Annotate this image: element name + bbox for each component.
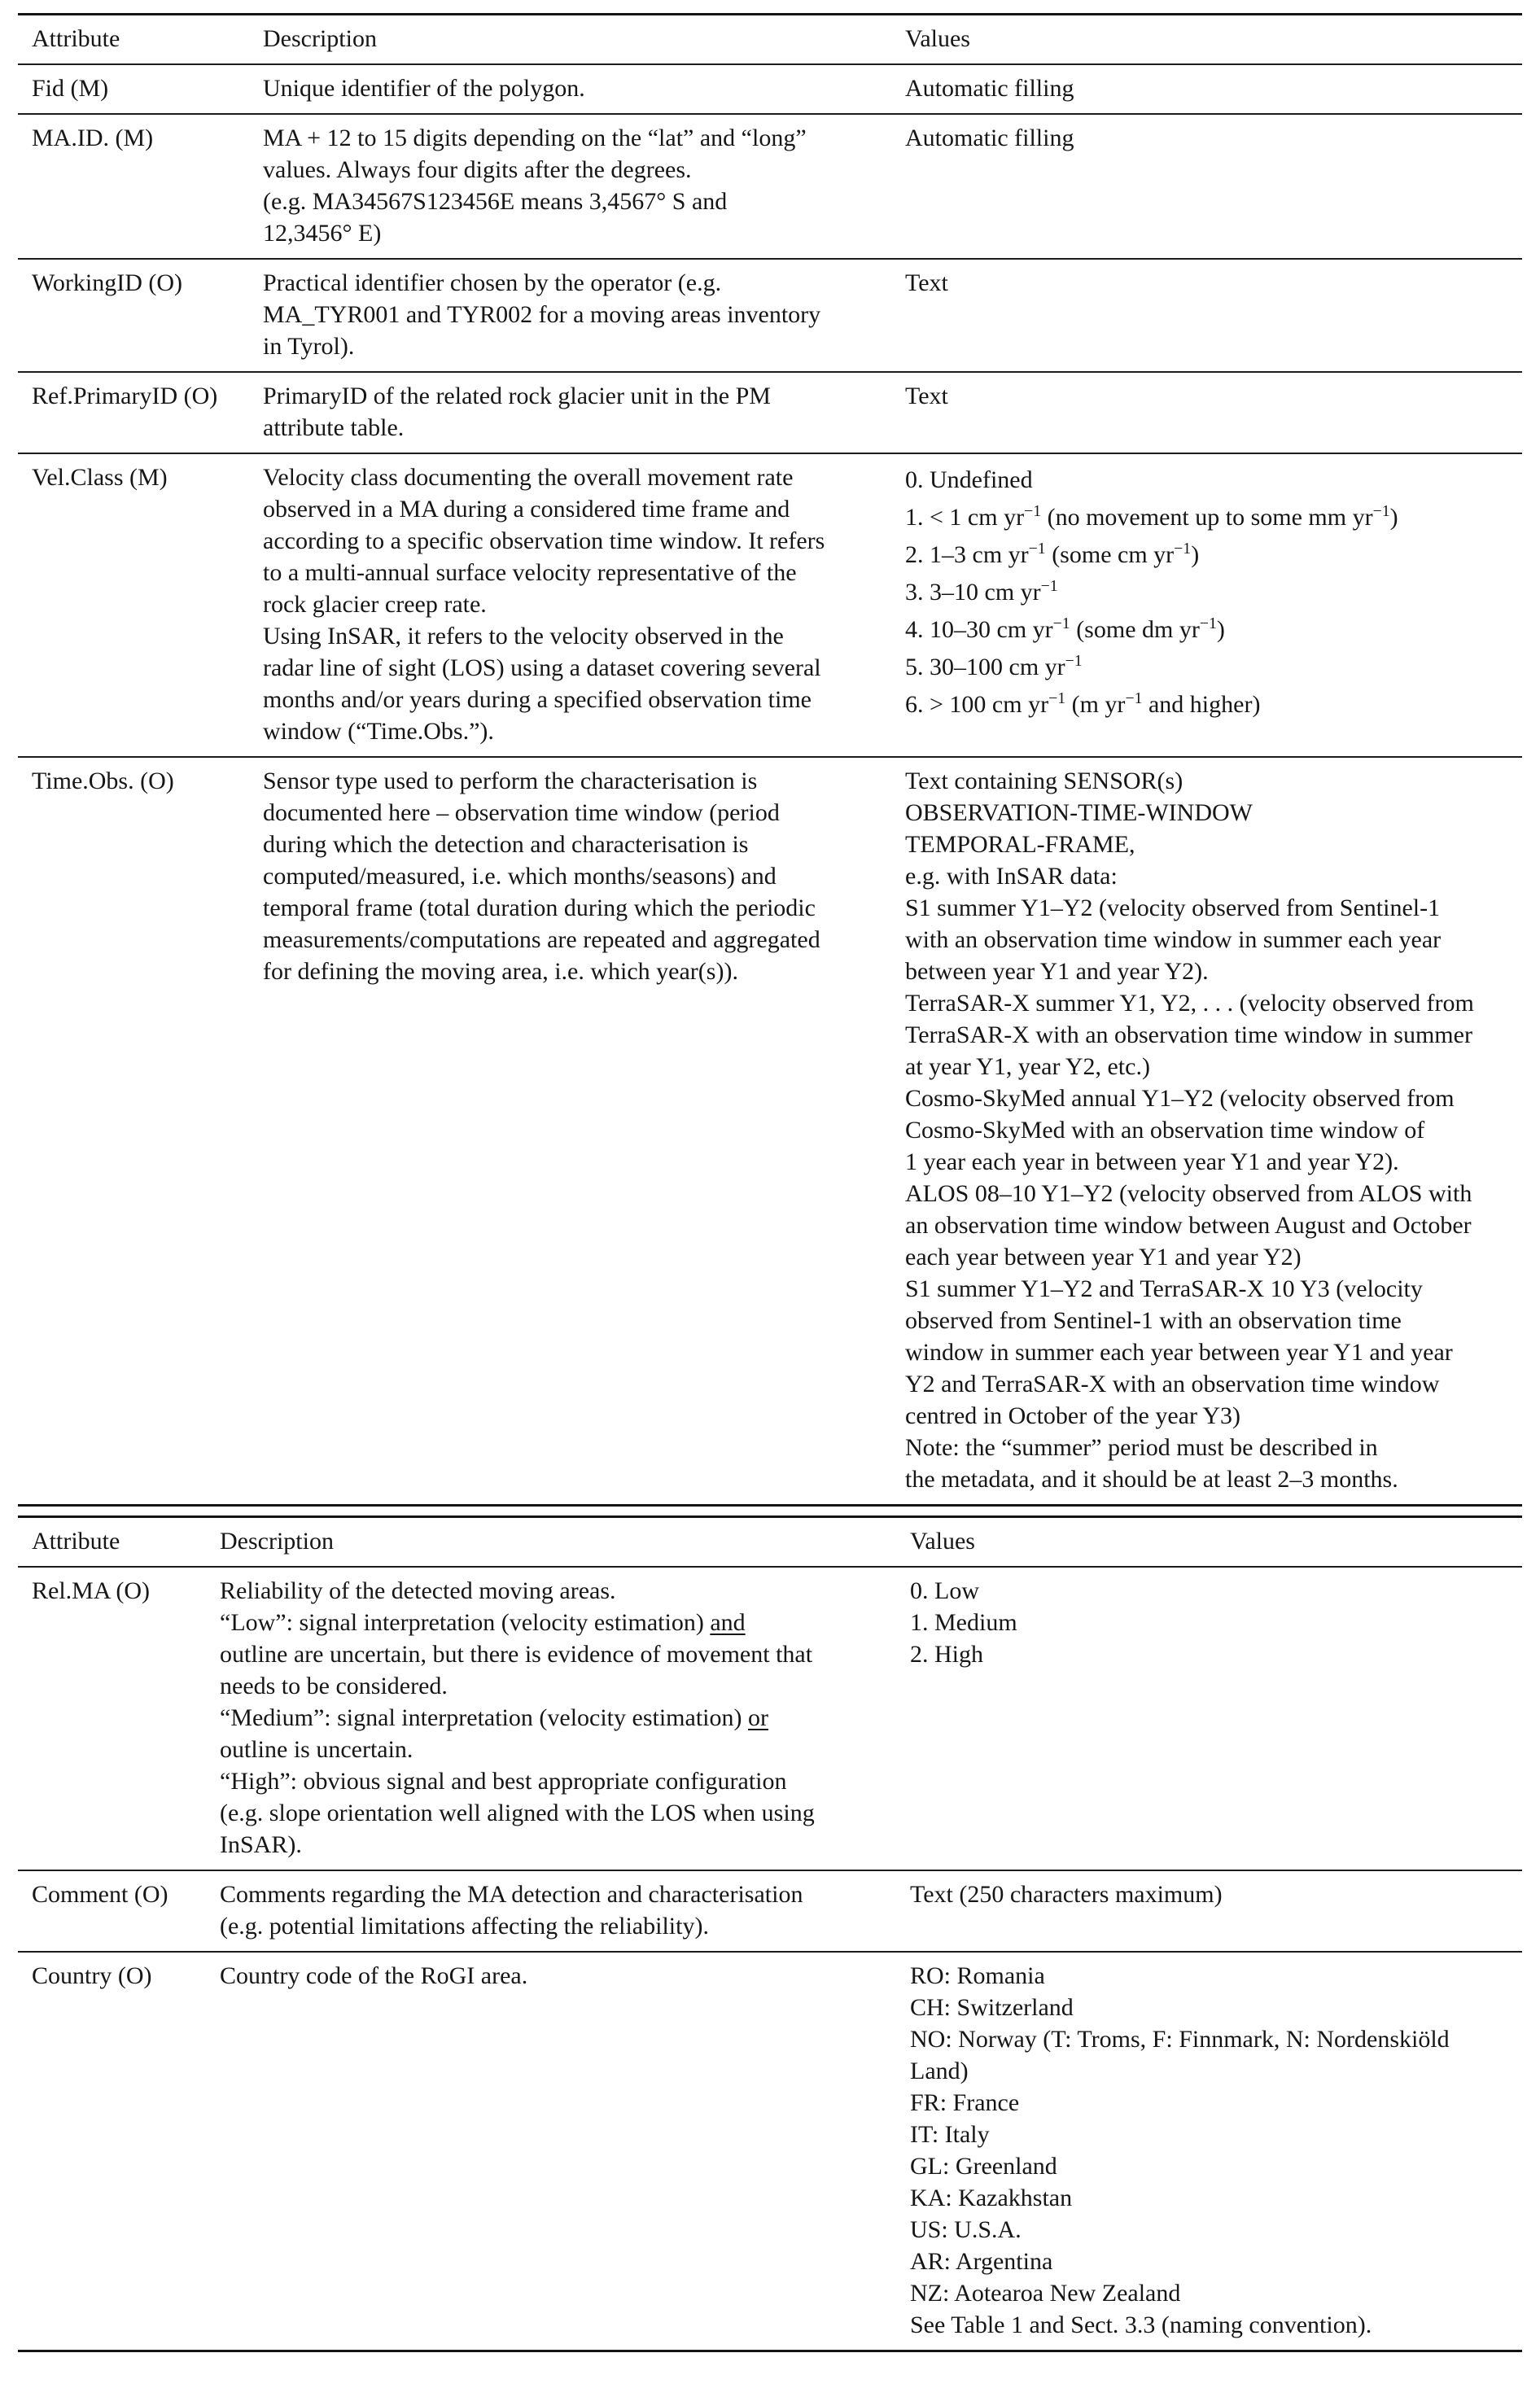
underlined-word: or — [747, 1704, 768, 1731]
attribute-table-moving-areas-1 — [18, 13, 1522, 1507]
text-line: 1. < 1 cm $yr^{-1}$ (no movement up to some mm $yr^{-1}$) — [905, 502, 1398, 531]
column-header-values — [910, 1525, 1522, 1557]
text-line: 2. High — [910, 1641, 983, 1668]
text-line: Land) — [910, 2058, 969, 2084]
text-line: outline are uncertain, but there is evidence of movement that — [220, 1641, 813, 1668]
text-line: 6. > 100 cm $yr^{-1}$ (m $yr^{-1}$ and higher) — [905, 689, 1261, 718]
column-header-attribute — [18, 23, 263, 55]
text-line: US: U.S.A. — [910, 2216, 1022, 2243]
text-line: observed from Sentinel-1 with an observation time — [905, 1307, 1402, 1334]
header-row — [18, 1518, 1522, 1566]
text-line: in Tyrol). — [263, 333, 355, 360]
superscript-unit: −1 — [1065, 652, 1083, 670]
text-line: TerraSAR-X with an observation time window in summer — [905, 1021, 1472, 1048]
text-line: Reliability of the detected moving areas. — [220, 1577, 616, 1604]
values-cell — [910, 1960, 1522, 2341]
values-cell — [905, 72, 1522, 104]
text-line: Text — [905, 383, 948, 409]
text-line: AR: Argentina — [910, 2248, 1053, 2275]
text-line: “Low”: signal interpretation (velocity estimation) and — [220, 1609, 746, 1636]
description-cell — [263, 461, 905, 747]
text-line: according to a specific observation time window. It refers — [263, 527, 825, 554]
text-line: S1 summer Y1–Y2 (velocity observed from Sentinel-1 — [905, 894, 1441, 921]
superscript-unit: −1 — [1125, 689, 1143, 707]
text-line: KA: Kazakhstan — [910, 2185, 1073, 2211]
underlined-word: and — [710, 1609, 746, 1636]
text-line: Text containing SENSOR(s) — [905, 768, 1183, 794]
values-cell — [905, 380, 1522, 444]
header-row — [18, 15, 1522, 63]
text-line: at year Y1, year Y2, etc.) — [905, 1053, 1150, 1080]
text-line: Country code of the RoGI area. — [220, 1962, 528, 1989]
table-row — [18, 1871, 1522, 1951]
text-line: Time.Obs. (O) — [32, 768, 174, 794]
table-gap — [18, 1507, 1524, 1515]
values-cell — [905, 461, 1522, 747]
text-line: MA.ID. (M) — [32, 125, 154, 151]
text-line: InSAR). — [220, 1831, 302, 1858]
text-line: rock glacier creep rate. — [263, 591, 487, 618]
superscript-unit: −1 — [1052, 614, 1070, 632]
text-line: Automatic filling — [905, 75, 1074, 102]
text-line: the metadata, and it should be at least 2–3 months. — [905, 1466, 1398, 1493]
text-line: observed in a MA during a considered time frame and — [263, 496, 790, 523]
values-cell — [905, 122, 1522, 249]
text-line: to a multi-annual surface velocity representative of the — [263, 559, 797, 586]
text-line: Vel.Class (M) — [32, 464, 168, 491]
attribute-table-moving-areas-2 — [18, 1515, 1522, 2352]
text-line: during which the detection and characterisation is — [263, 831, 749, 858]
text-line: (e.g. potential limitations affecting the reliability). — [220, 1913, 709, 1940]
text-line: 5. 30–100 cm $yr^{-1}$ — [905, 652, 1083, 680]
column-header-description — [263, 23, 905, 55]
text-line: (e.g. slope orientation well aligned with the LOS when using — [220, 1800, 815, 1826]
text-line: (e.g. MA34567S123456E means 3,4567° S and — [263, 188, 728, 215]
attribute-cell — [18, 380, 263, 444]
table-outer-rule — [18, 2350, 1522, 2352]
text-line: Note: the “summer” period must be described in — [905, 1434, 1378, 1461]
attribute-cell — [18, 72, 263, 104]
text-line: TEMPORAL-FRAME, — [905, 831, 1135, 858]
text-line: Automatic filling — [905, 125, 1074, 151]
table-row — [18, 65, 1522, 113]
text-line: Cosmo-SkyMed annual Y1–Y2 (velocity observed from — [905, 1085, 1455, 1112]
text-line: OBSERVATION-TIME-WINDOW — [905, 799, 1253, 826]
description-cell — [220, 1960, 910, 2341]
text-line: radar line of sight (LOS) using a dataset covering several — [263, 654, 821, 681]
superscript-unit: −1 — [1048, 689, 1066, 707]
text-line: each year between year Y1 and year Y2) — [905, 1244, 1302, 1271]
table-row — [18, 1953, 1522, 2350]
text-line: 3. 3–10 cm $yr^{-1}$ — [905, 577, 1058, 606]
attribute-cell — [18, 267, 263, 362]
text-line: Values — [910, 1528, 975, 1555]
text-line: 0. Undefined — [905, 466, 1033, 493]
text-line: between year Y1 and year Y2). — [905, 958, 1209, 985]
text-line: temporal frame (total duration during which the periodic — [263, 894, 816, 921]
text-line: needs to be considered. — [220, 1673, 448, 1699]
values-cell — [905, 765, 1522, 1495]
values-cell — [905, 267, 1522, 362]
attribute-cell — [18, 765, 263, 1495]
text-line: measurements/computations are repeated and aggregated — [263, 926, 820, 953]
text-line: See Table 1 and Sect. 3.3 (naming convention). — [910, 2311, 1372, 2338]
table-row — [18, 758, 1522, 1504]
text-line: “Medium”: signal interpretation (velocity estimation) or — [220, 1704, 768, 1731]
text-line: 1 year each year in between year Y1 and year Y2). — [905, 1148, 1399, 1175]
description-cell — [263, 267, 905, 362]
text-line: for defining the moving area, i.e. which year(s)). — [263, 958, 738, 985]
text-line: NO: Norway (T: Troms, F: Finnmark, N: Nordenskiöld — [910, 2026, 1450, 2053]
text-line: outline is uncertain. — [220, 1736, 413, 1763]
text-line: PrimaryID of the related rock glacier unit in the PM — [263, 383, 771, 409]
text-line: Rel.MA (O) — [32, 1577, 150, 1604]
text-line: Y2 and TerraSAR-X with an observation time window — [905, 1371, 1440, 1397]
text-line: “High”: obvious signal and best appropriate configuration — [220, 1768, 787, 1795]
text-line: Practical identifier chosen by the operator (e.g. — [263, 269, 722, 296]
text-line: 0. Low — [910, 1577, 979, 1604]
text-line: Ref.PrimaryID (O) — [32, 383, 218, 409]
text-line: S1 summer Y1–Y2 and TerraSAR-X 10 Y3 (velocity — [905, 1275, 1423, 1302]
text-line: with an observation time window in summer each year — [905, 926, 1442, 953]
text-line: Using InSAR, it refers to the velocity observed in the — [263, 623, 784, 649]
text-line: CH: Switzerland — [910, 1994, 1074, 2021]
values-cell — [910, 1878, 1522, 1942]
text-line: Description — [263, 25, 377, 52]
column-header-values — [905, 23, 1522, 55]
description-cell — [220, 1878, 910, 1942]
superscript-unit: −1 — [1040, 577, 1058, 595]
text-line: Cosmo-SkyMed with an observation time window of — [905, 1117, 1425, 1144]
text-line: WorkingID (O) — [32, 269, 183, 296]
text-line: Values — [905, 25, 970, 52]
text-line: NZ: Aotearoa New Zealand — [910, 2280, 1181, 2307]
text-line: an observation time window between August and October — [905, 1212, 1472, 1239]
text-line: 2. 1–3 cm $yr^{-1}$ (some cm $yr^{-1}$) — [905, 540, 1200, 568]
superscript-unit: −1 — [1028, 540, 1046, 558]
text-line: MA + 12 to 15 digits depending on the “lat” and “long” — [263, 125, 807, 151]
text-line: values. Always four digits after the degrees. — [263, 156, 692, 183]
description-cell — [263, 72, 905, 104]
attribute-cell — [18, 122, 263, 249]
text-line: TerraSAR-X summer Y1, Y2, . . . (velocity observed from — [905, 990, 1474, 1017]
text-line: window (“Time.Obs.”). — [263, 718, 494, 745]
text-line: Country (O) — [32, 1962, 152, 1989]
description-cell — [263, 122, 905, 249]
text-line: Sensor type used to perform the characterisation is — [263, 768, 758, 794]
table-row — [18, 260, 1522, 371]
text-line: documented here – observation time window (period — [263, 799, 780, 826]
description-cell — [263, 380, 905, 444]
description-cell — [220, 1575, 910, 1861]
text-line: e.g. with InSAR data: — [905, 863, 1118, 890]
text-line: attribute table. — [263, 414, 405, 441]
text-line: RO: Romania — [910, 1962, 1045, 1989]
table-row — [18, 115, 1522, 258]
superscript-unit: −1 — [1199, 614, 1217, 632]
table-row — [18, 1568, 1522, 1870]
attribute-cell — [18, 1575, 220, 1861]
text-line: GL: Greenland — [910, 2153, 1057, 2180]
text-line: Comment (O) — [32, 1881, 168, 1908]
text-line: 4. 10–30 cm $yr^{-1}$ (some dm $yr^{-1}$) — [905, 614, 1225, 643]
superscript-unit: −1 — [1174, 540, 1192, 558]
table-row — [18, 373, 1522, 453]
text-line: Fid (M) — [32, 75, 109, 102]
text-line: computed/measured, i.e. which months/seasons) and — [263, 863, 777, 890]
column-header-attribute — [18, 1525, 220, 1557]
text-line: Attribute — [32, 25, 120, 52]
text-line: Attribute — [32, 1528, 120, 1555]
text-line: Comments regarding the MA detection and characterisation — [220, 1881, 803, 1908]
text-line: FR: France — [910, 2089, 1020, 2116]
text-line: 1. Medium — [910, 1609, 1017, 1636]
text-line: IT: Italy — [910, 2121, 990, 2148]
text-line: MA_TYR001 and TYR002 for a moving areas inventory — [263, 301, 821, 328]
attribute-cell — [18, 461, 263, 747]
text-line: months and/or years during a specified observation time — [263, 686, 812, 713]
column-header-description — [220, 1525, 910, 1557]
text-line: 12,3456° E) — [263, 220, 382, 247]
text-line: ALOS 08–10 Y1–Y2 (velocity observed from ALOS with — [905, 1180, 1472, 1207]
description-cell — [263, 765, 905, 1495]
attribute-cell — [18, 1878, 220, 1942]
text-line: Text (250 characters maximum) — [910, 1881, 1223, 1908]
table-row — [18, 454, 1522, 756]
superscript-unit: −1 — [1372, 502, 1390, 520]
text-line: Unique identifier of the polygon. — [263, 75, 585, 102]
attribute-cell — [18, 1960, 220, 2341]
text-line: Text — [905, 269, 948, 296]
text-line: Description — [220, 1528, 334, 1555]
values-cell — [910, 1575, 1522, 1861]
text-line: window in summer each year between year Y1 and year — [905, 1339, 1453, 1366]
text-line: Velocity class documenting the overall movement rate — [263, 464, 794, 491]
text-line: centred in October of the year Y3) — [905, 1402, 1241, 1429]
superscript-unit: −1 — [1024, 502, 1042, 520]
